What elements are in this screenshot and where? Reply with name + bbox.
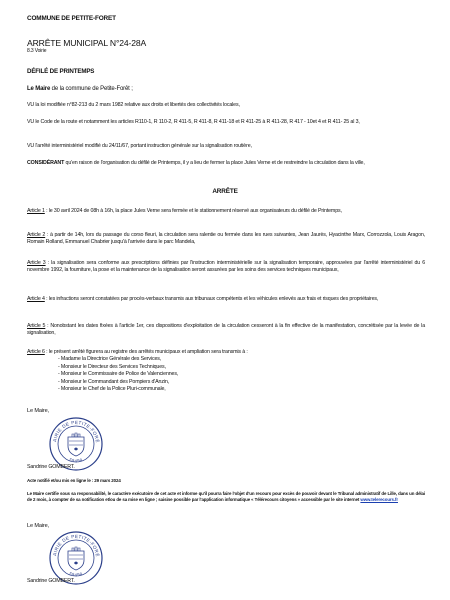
vu-loi: VU la loi modifiée n°82-213 du 2 mars 1982 relative aux droits et libertés des collectivités locales,: [27, 102, 240, 108]
list-item: - Monsieur le Commissaire de Police de Valenciennes,: [58, 371, 179, 377]
svg-text:59494: 59494: [68, 570, 84, 578]
article-label: Article 5: [27, 323, 46, 329]
svg-text:MAIRIE DE PETITE-FORÊT: AIRIE DE PETITE-FORÊ: [52, 419, 101, 444]
publication-notice: Acte notifié et/ou mis en ligne le : 29 mars 2024: [27, 478, 121, 483]
article-label: Article 4: [27, 296, 45, 302]
mayor-label: Le Maire: [27, 86, 51, 92]
article-text: : la signalisation sera conforme aux prescriptions définies par l'instruction interministérielle sur la signalisation temporaire, approuvées par l'arrêté interministériel du 6 novembre 1992, la fourniture, la pose et la maintenance de la signalisation seront assurées par les soins des services techniques municipaux,: [27, 260, 425, 274]
article-label: Article 1: [27, 208, 45, 214]
list-item: - Monsieur le Chef de la Police Pluri-communale,: [58, 386, 166, 392]
article-text: : Nonobstant les dates fixées à l'article 1er, ces dispositions d'exploitation de la circulation cesseront à la fin effective de la manifestation, concrétisée par la levée de la signalisation,: [27, 323, 425, 337]
article-1: [27, 208, 425, 215]
article-3: [27, 260, 425, 275]
svg-text:MAIRIE DE PETITE-FORÊT: AIRIE DE PETITE-FORÊ: [52, 533, 101, 558]
list-item: - Madame la Directrice Générale des Services,: [58, 356, 162, 362]
signature-name: Sandrine GOMBERT.: [27, 464, 75, 470]
article-label: Article 3: [27, 260, 46, 266]
considerant: [27, 160, 425, 167]
recipient-list: [27, 356, 425, 394]
legal-notice: [27, 491, 425, 502]
commune-name: COMMUNE DE PETITE-FORET: [27, 15, 116, 22]
article-text: : le 30 avril 2024 de 08h à 16h, la place Jules Verne sera fermée et le stationnement réservé aux organisateurs du défilé de Printemps,: [44, 208, 342, 214]
article-text: : à partir de 14h, lors du passage du corso fleuri, la circulation sera ralentie ou fermée dans les rues suivantes, Jean Jaurès, Hyacinthe Marx, Corrozzola, Louis Aragon, Romain Rolland, Emmanuel Chabrier jusqu'à l'arrivée dans le parc Mandela,: [27, 232, 425, 246]
article-4: [27, 296, 425, 303]
article-label: Article 6: [27, 349, 45, 355]
vu-code-route: VU le Code de la route et notamment les articles R110-1, R 110-2, R 411-5, R 411-8, R 411-18 et R 411-25 à R 411-28, R 417 - 10et 4 et R 411- 25 al 3,: [27, 119, 360, 125]
telerecours-link[interactable]: www.telerecours.fr: [360, 496, 398, 502]
article-5: [27, 323, 425, 338]
considerant-rest: qu'en raison de l'organisation du défilé de Printemps, il y a lieu de fermer la place Jules Verne et de restreindre la circulation dans la ville,: [64, 160, 365, 166]
arrete-heading: ARRÊTE: [212, 188, 238, 195]
mayor-rest: de la commune de Petite-Forêt ;: [50, 86, 133, 92]
signature-name-2: Sandrine GOMBERT.: [27, 578, 75, 584]
signature-title-2: Le Maire,: [27, 523, 49, 529]
mayor-line: [27, 86, 425, 93]
list-item: - Monsieur le Directeur des Services Techniques,: [58, 363, 166, 370]
article-2: [27, 232, 425, 247]
signature-title: Le Maire,: [27, 408, 49, 414]
article-text: : le présent arrêté figurera au registre des arrêtés municipaux et ampliation sera transmis à :: [44, 349, 248, 355]
article-label: Article 2: [27, 232, 46, 238]
considerant-label: CONSIDÉRANT: [27, 160, 65, 166]
article-text: : les infractions seront constatées par procès-verbaux transmis aux tribunaux compétents et les véhicules enlevés aux frais et risques des propriétaires,: [44, 296, 379, 302]
arrete-code: 8.3 Voirie: [27, 48, 47, 54]
legal-text: Le Maire certifie sous sa responsabilité, le caractère exécutoire de cet acte et informe qu'il pourra faire l'objet d'un recours pour excès de pouvoir devant le Tribunal administratif de Lille, dans un délai de 2 mois, à compter de sa notification et/ou de sa mise en ligne ; saisine possible par l'application informatique « Télérecours citoyens » accessible par le site internet: [27, 491, 425, 502]
svg-text:59494: 59494: [68, 456, 84, 464]
vu-arrete: VU l'arrêté interministériel modifié du 24/11/67, portant instruction générale sur la signalisation routière,: [27, 143, 252, 149]
list-item: - Monsieur le Commandant des Pompiers d'Anzin,: [58, 378, 169, 385]
arrete-subject: DÉFILÉ DE PRINTEMPS: [27, 68, 95, 75]
arrete-number: ARRÊTE MUNICIPAL N°24-28A: [27, 38, 147, 48]
